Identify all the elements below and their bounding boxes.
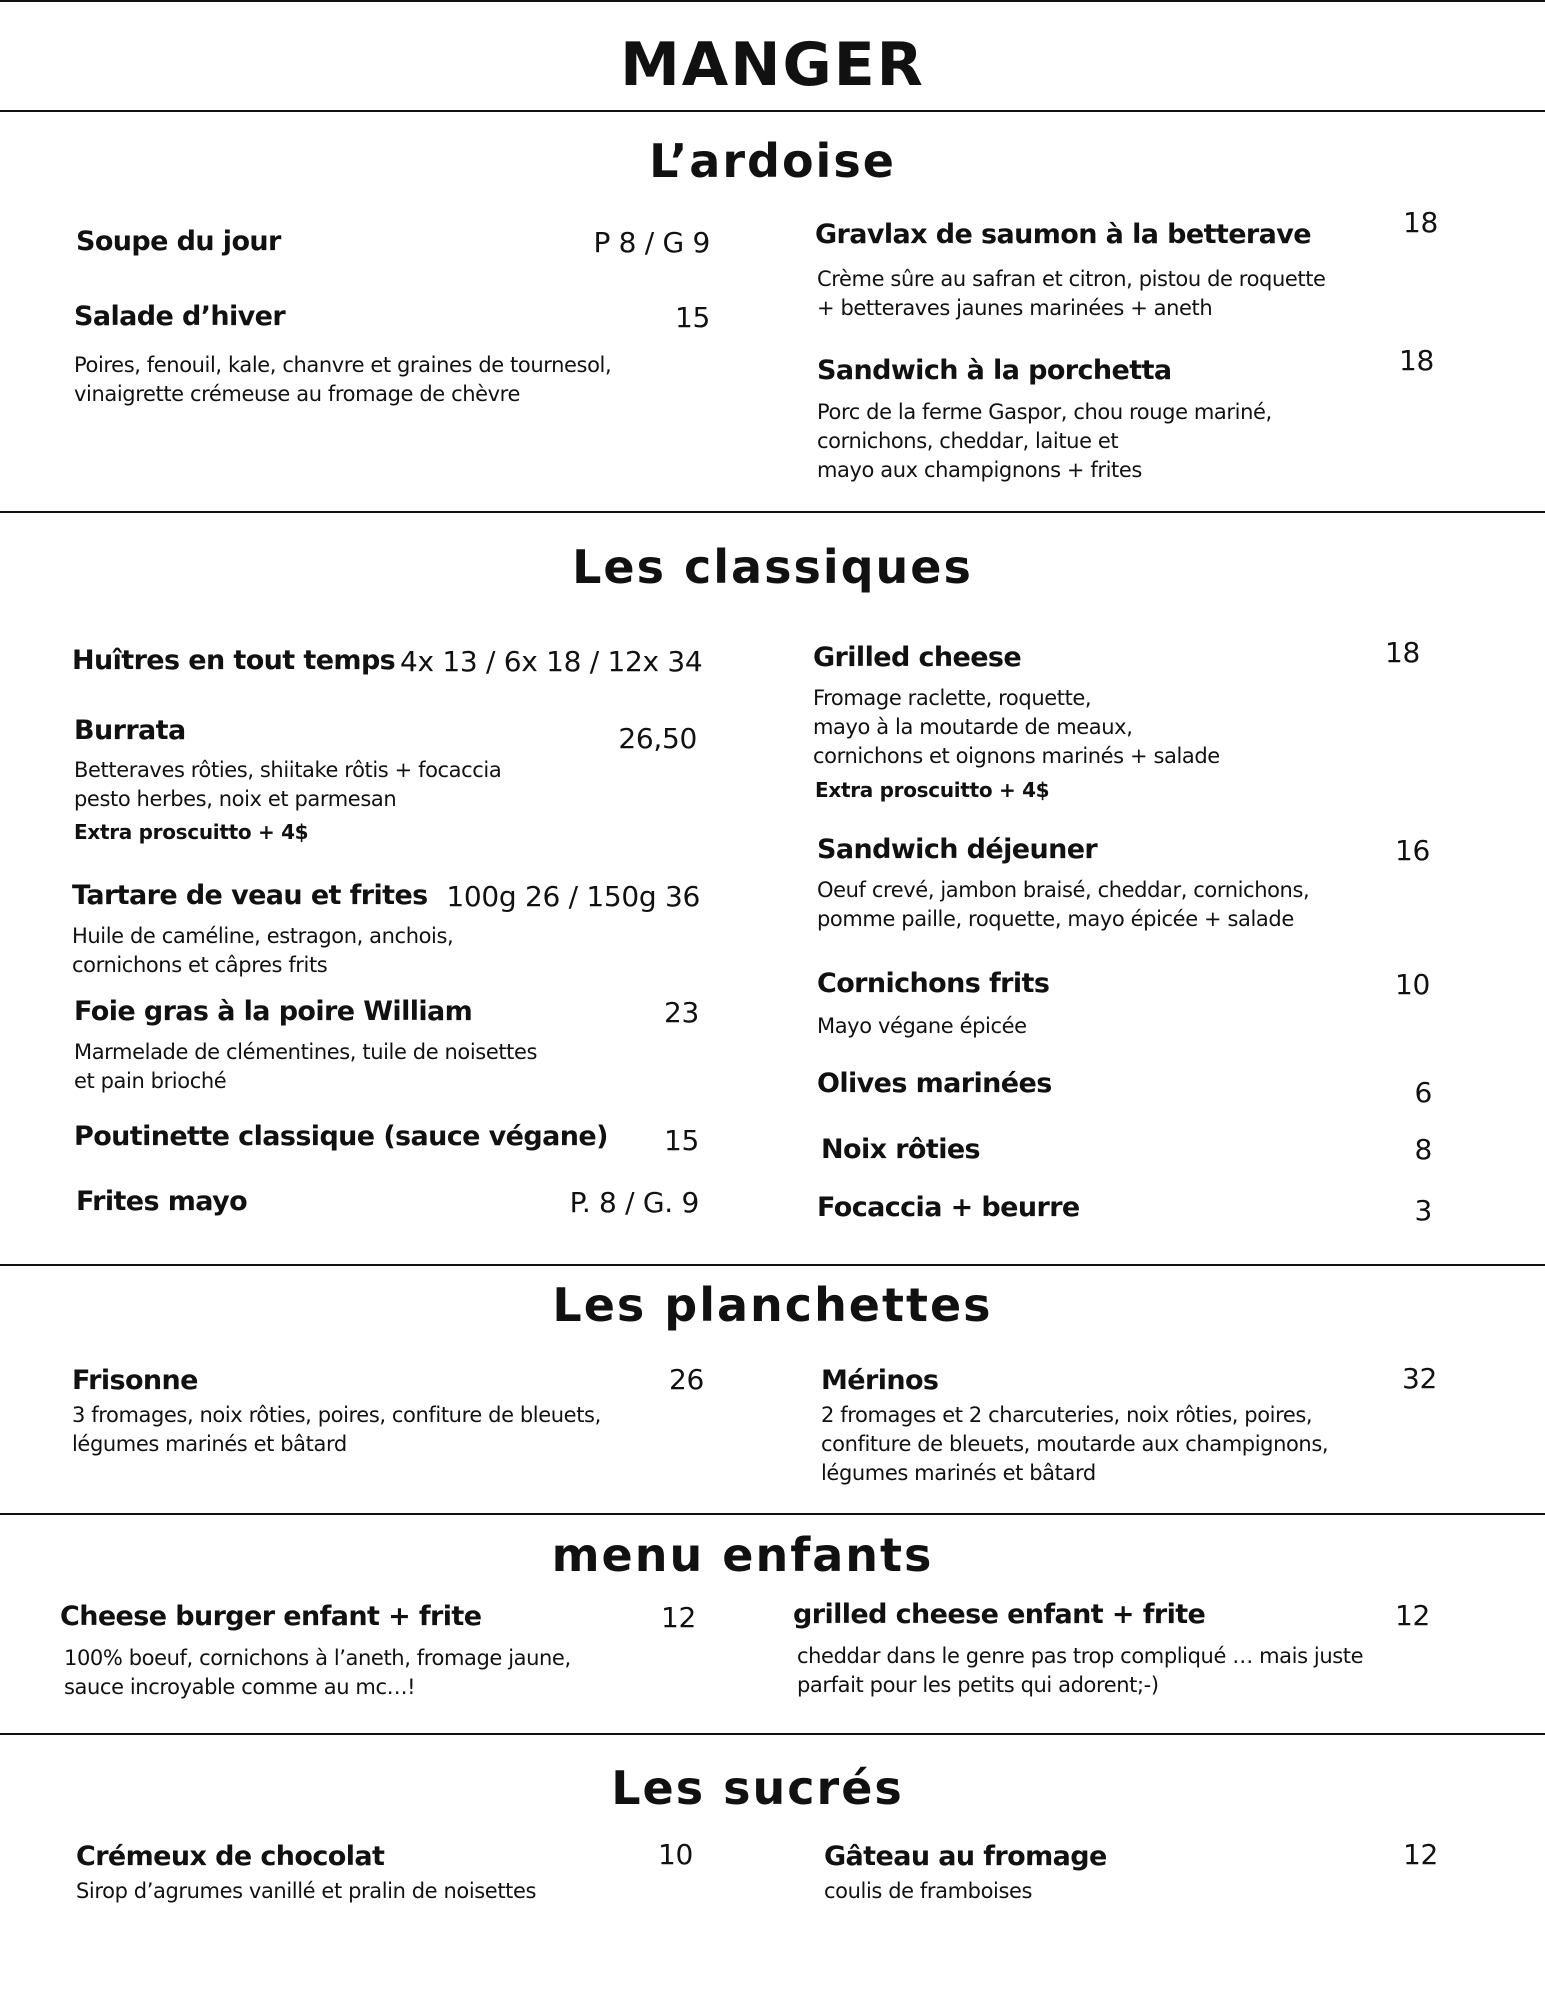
menu-item-price: 16 [1394,834,1430,867]
menu-item-name: Huîtres en tout temps [72,645,396,676]
menu-item-price: 3 [1414,1194,1432,1227]
menu-item-price: 26,50 [618,722,697,755]
menu-item-price: 12 [1402,1838,1438,1871]
menu-item-price: 32 [1401,1362,1437,1395]
menu-item-description: Sirop d’agrumes vanillé et pralin de noisettes [76,1879,537,1903]
menu-item-description: 2 fromages et 2 charcuteries, noix rôties, poires, confiture de bleuets, moutarde aux champignons, légumes marinés et bâtard [821,1403,1329,1485]
menu-item-name: Gravlax de saumon à la betterave [815,219,1311,250]
menu-item-name: Focaccia + beurre [817,1192,1080,1223]
menu-item-description: 100% boeuf, cornichons à l’aneth, fromage jaune, sauce incroyable comme au mc…! [64,1646,571,1699]
menu-item-name: Tartare de veau et frites [72,880,428,911]
menu-item-name: Sandwich déjeuner [817,834,1098,865]
menu-item-description: Marmelade de clémentines, tuile de noisettes et pain brioché [74,1040,538,1093]
menu-item-name: Grilled cheese [813,642,1022,673]
menu-item-price: 10 [1394,968,1430,1001]
menu-item-name: Burrata [74,715,186,746]
divider [0,110,1545,112]
menu-item-description: Crème sûre au safran et citron, pistou de roquette + betteraves jaunes marinées + aneth [817,267,1326,320]
menu-item-price: 18 [1384,636,1420,669]
menu-item-name: Cheese burger enfant + frite [60,1601,482,1632]
menu-item-name: grilled cheese enfant + frite [793,1599,1206,1630]
section-title-classiques: Les classiques [572,540,973,594]
menu-item-price: 6 [1414,1076,1432,1109]
menu-item-price: 12 [660,1601,696,1634]
menu-item-name: Mérinos [821,1365,939,1396]
menu-item-name: Soupe du jour [76,226,281,257]
divider [0,1733,1545,1735]
menu-item-price: 8 [1414,1133,1432,1166]
divider [0,1513,1545,1515]
menu-item-name: Salade d’hiver [74,301,286,332]
menu-item-description: Poires, fenouil, kale, chanvre et graines de tournesol, vinaigrette crémeuse au fromage de chèvre [74,353,612,406]
section-title-ardoise: L’ardoise [649,134,896,188]
menu-item-name: Sandwich à la porchetta [817,355,1172,386]
menu-item-price: 23 [663,996,699,1029]
section-title-enfants: menu enfants [551,1528,934,1582]
menu-item-price: 18 [1402,206,1438,239]
menu-item-price: 4x 13 / 6x 18 / 12x 34 [400,645,703,678]
menu-item-name: Cornichons frits [817,968,1050,999]
divider [0,1264,1545,1266]
section-title-planchettes: Les planchettes [552,1278,993,1332]
menu-item-extra: Extra proscuitto + 4$ [815,778,1050,802]
menu-item-name: Frites mayo [76,1186,248,1217]
menu-item-name: Poutinette classique (sauce végane) [74,1121,608,1152]
menu-item-description: 3 fromages, noix rôties, poires, confiture de bleuets, légumes marinés et bâtard [72,1403,601,1456]
menu-item-price: 18 [1398,344,1434,377]
menu-item-price: 100g 26 / 150g 36 [446,880,700,913]
menu-item-price: P. 8 / G. 9 [569,1186,699,1219]
menu-item-name: Olives marinées [817,1068,1052,1099]
menu-item-name: Crémeux de chocolat [76,1841,385,1872]
menu-item-extra: Extra proscuitto + 4$ [74,820,309,844]
menu-item-price: P 8 / G 9 [593,226,710,259]
page-title: MANGER [620,30,925,100]
menu-item-description: coulis de framboises [824,1879,1033,1903]
menu-item-description: cheddar dans le genre pas trop compliqué … mais juste parfait pour les petits qui adorent;-) [797,1644,1364,1697]
menu-item-description: Oeuf crevé, jambon braisé, cheddar, cornichons, pomme paille, roquette, mayo épicée + salade [817,878,1310,931]
menu-item-price: 15 [674,301,710,334]
menu-item-price: 15 [663,1124,699,1157]
menu-item-description: Porc de la ferme Gaspor, chou rouge mariné, cornichons, cheddar, laitue et mayo aux champignons + frites [817,400,1272,482]
menu-item-name: Noix rôties [821,1134,981,1165]
menu-item-name: Frisonne [72,1365,198,1396]
menu-item-name: Foie gras à la poire William [74,996,473,1027]
menu-item-price: 26 [668,1363,704,1396]
section-title-sucres: Les sucrés [611,1761,904,1815]
divider [0,0,1545,2]
menu-item-description: Betteraves rôties, shiitake rôtis + focaccia pesto herbes, noix et parmesan [74,758,502,811]
menu-item-name: Gâteau au fromage [824,1841,1107,1872]
menu-item-description: Fromage raclette, roquette, mayo à la moutarde de meaux, cornichons et oignons marinés + salade [813,686,1220,768]
menu-item-price: 10 [657,1838,693,1871]
menu-item-description: Mayo végane épicée [817,1014,1027,1038]
menu-item-description: Huile de caméline, estragon, anchois, cornichons et câpres frits [72,924,454,977]
menu-item-price: 12 [1394,1599,1430,1632]
divider [0,511,1545,513]
